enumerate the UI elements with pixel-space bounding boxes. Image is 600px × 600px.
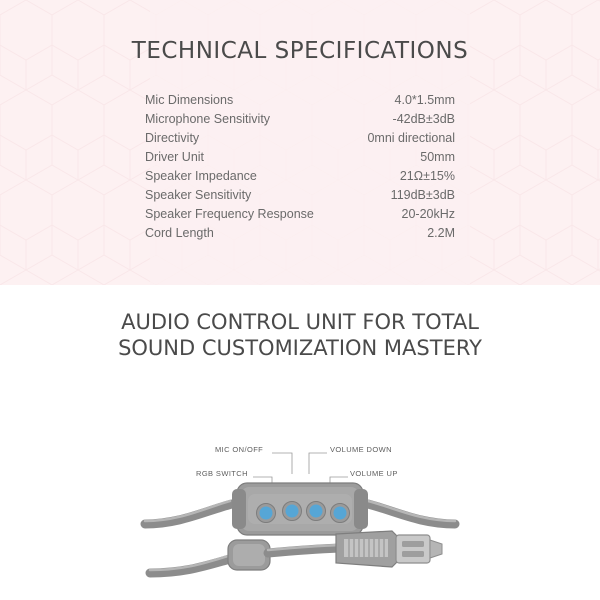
spec-label: Speaker Sensitivity — [145, 187, 252, 202]
technical-specifications-section — [0, 0, 600, 285]
product-heading-line-1: AUDIO CONTROL UNIT FOR TOTAL — [121, 310, 479, 334]
callout-rgb-switch: RGB SWITCH — [196, 469, 248, 478]
spec-label: Microphone Sensitivity — [145, 111, 271, 126]
spec-value: 50mm — [420, 149, 455, 164]
spec-value: 0mni directional — [367, 130, 455, 145]
spec-value: 4.0*1.5mm — [394, 92, 455, 107]
right-cable — [368, 501, 455, 524]
product-heading-line-2: SOUND CUSTOMIZATION MASTERY — [118, 336, 482, 360]
table-row — [145, 128, 455, 147]
table-row — [145, 109, 455, 128]
spec-value: 21Ω±15% — [399, 168, 455, 183]
usb-cable-mid — [268, 545, 340, 553]
callout-volume-down: VOLUME DOWN — [330, 445, 392, 454]
spec-label: Mic Dimensions — [145, 92, 234, 107]
table-row — [145, 204, 455, 223]
audio-control-unit-section — [0, 285, 600, 600]
left-cable — [145, 501, 232, 524]
spec-label: Directivity — [145, 130, 200, 145]
callout-mic-on-off: MIC ON/OFF — [215, 445, 264, 454]
product-heading — [0, 285, 600, 361]
usb-connector — [336, 531, 442, 567]
ferrite-bead — [228, 540, 270, 570]
control-unit-diagram — [0, 361, 600, 591]
table-row — [145, 166, 455, 185]
table-row — [145, 90, 455, 109]
spec-value: -42dB±3dB — [392, 111, 455, 126]
table-row — [145, 185, 455, 204]
usb-cable — [150, 556, 230, 573]
spec-table — [145, 90, 455, 242]
spec-value: 20-20kHz — [401, 206, 455, 221]
control-unit-illustration — [0, 361, 600, 591]
spec-value: 119dB±3dB — [390, 187, 455, 202]
table-row — [145, 223, 455, 242]
spec-label: Speaker Frequency Response — [145, 206, 314, 221]
callout-volume-up: VOLUME UP — [350, 469, 398, 478]
spec-label: Speaker Impedance — [145, 168, 257, 183]
spec-label: Driver Unit — [145, 149, 205, 164]
spec-value: 2.2M — [427, 225, 455, 240]
table-row — [145, 147, 455, 166]
spec-label: Cord Length — [145, 225, 214, 240]
spec-title: TECHNICAL SPECIFICATIONS — [131, 38, 469, 64]
